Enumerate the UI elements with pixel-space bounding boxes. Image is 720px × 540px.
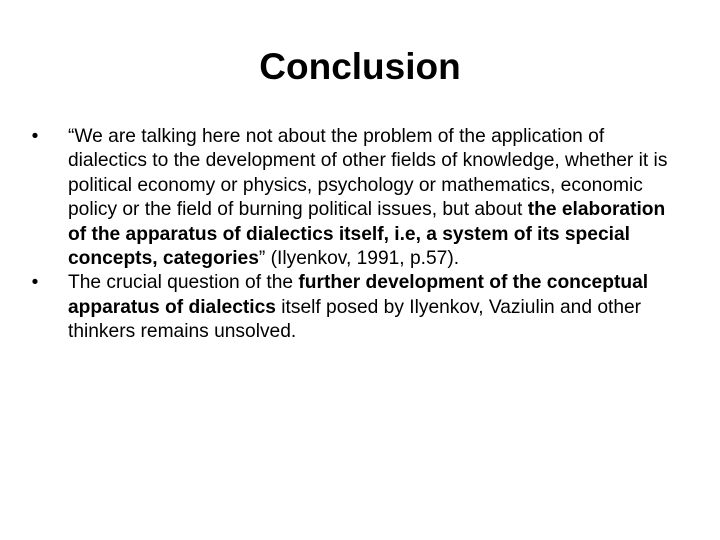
bullet-text xyxy=(68,271,682,344)
question-bold-text: further development of the conceptual apparatus of dialectics xyxy=(68,272,649,318)
bullet-list xyxy=(22,125,682,345)
quote-text: “We are talking here not about the problem of the application of dialectics to the development of other fields of knowledge, whether it is political economy or physics, psychology or mathematics, economic policy or the field of burning political issues, but about xyxy=(68,126,668,221)
bullet-marker: • xyxy=(31,126,39,147)
slide-title: Conclusion xyxy=(259,46,461,87)
bullet-text xyxy=(68,125,682,271)
quote-bold-text: the elaboration of the apparatus of dialectics itself, i.e, a system of its special concepts, categories xyxy=(68,199,666,270)
bullet-item-question xyxy=(22,271,682,344)
bullet-item-quote xyxy=(22,125,682,271)
question-text-start: The crucial question of the xyxy=(68,272,299,294)
question-text-end: itself posed by Ilyenkov, Vaziulin and other thinkers remains unsolved. xyxy=(68,296,642,343)
quote-citation: ” (Ilyenkov, 1991, p.57). xyxy=(258,248,460,270)
bullet-marker: • xyxy=(31,272,39,294)
